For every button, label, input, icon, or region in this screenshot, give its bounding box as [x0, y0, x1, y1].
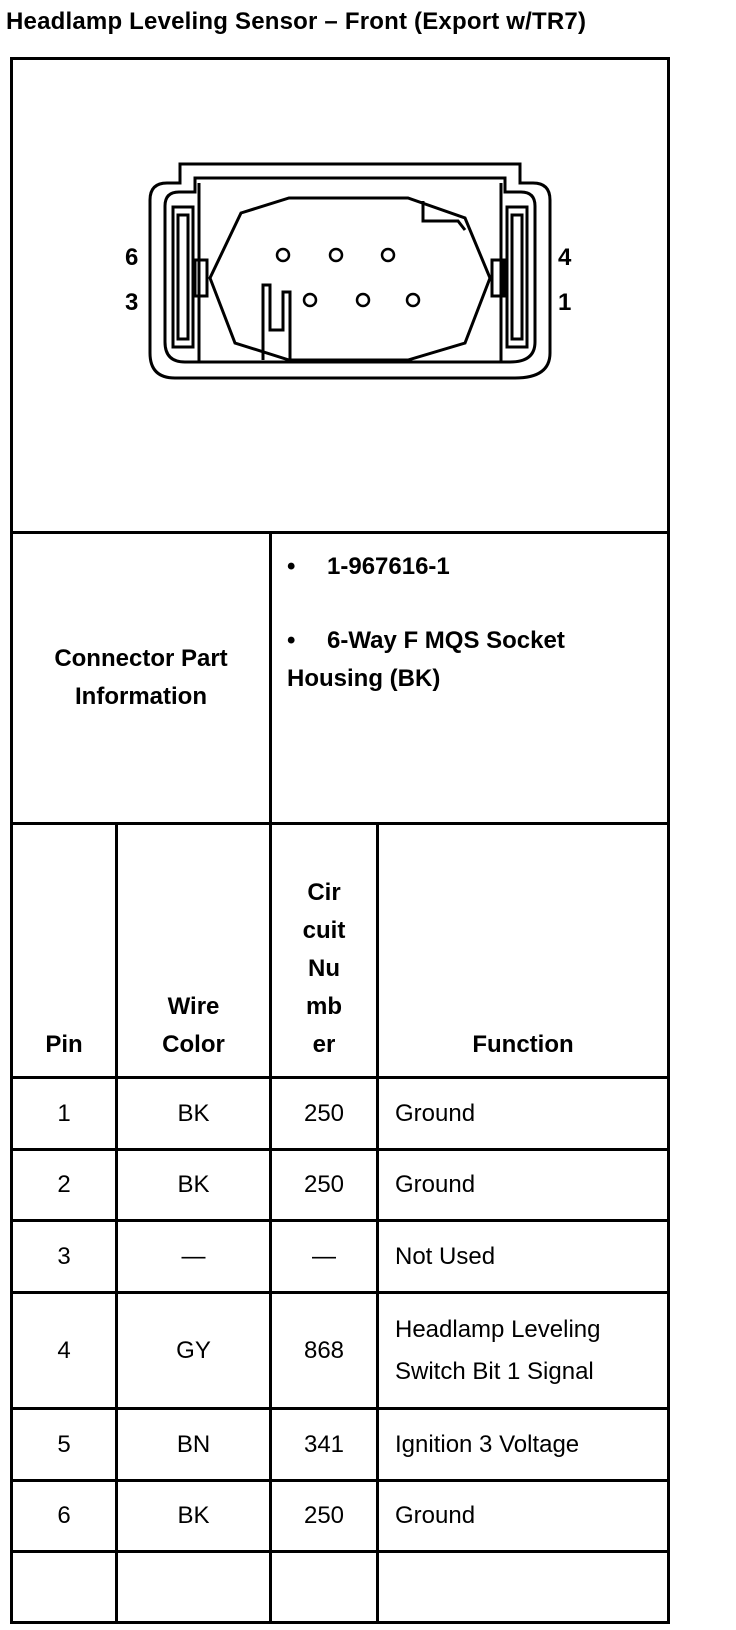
header-wire-color: [118, 825, 269, 1076]
table-cell-function: [379, 1482, 667, 1550]
wire-value: BK: [177, 1099, 210, 1127]
wire-value: —: [181, 1242, 206, 1270]
connector-face-drawing: [13, 60, 667, 533]
wire-value: BK: [177, 1502, 210, 1529]
table-cell-pin: [13, 1222, 115, 1291]
bullet-icon: •: [287, 627, 296, 654]
header-wire-color-text: [162, 988, 225, 1064]
table-cell-wire: [118, 1294, 269, 1407]
pin-value: 2: [57, 1171, 71, 1198]
function-line: Headlamp Leveling: [395, 1315, 601, 1343]
table-cell-wire: [118, 1079, 269, 1148]
header-circuit-number: [272, 825, 376, 1076]
pin-label-3: 3: [125, 289, 139, 316]
pin-label-6: 6: [125, 244, 139, 271]
header-circuit-number-text: [303, 874, 346, 1064]
circuit-value: 868: [303, 1336, 345, 1364]
function-value: Not Used: [395, 1242, 496, 1270]
table-cell-function: [379, 1151, 667, 1219]
table-cell-wire: [118, 1151, 269, 1219]
circuit-value: 341: [303, 1430, 345, 1458]
table-cell-function: [379, 1410, 667, 1479]
divider: [10, 1621, 670, 1624]
circuit-value: 250: [303, 1502, 345, 1529]
header-circuit-part: Nu: [307, 955, 340, 982]
pin-value: 3: [57, 1242, 71, 1270]
table-cell-wire: [118, 1222, 269, 1291]
header-circuit-part: mb: [305, 993, 342, 1020]
header-wire-text: Wire: [167, 993, 220, 1020]
table-cell-circuit: [272, 1079, 376, 1148]
table-cell-wire: [118, 1410, 269, 1479]
table-cell-circuit: [272, 1151, 376, 1219]
pin-label-1: 1: [558, 289, 572, 316]
table-cell-function: [379, 1294, 667, 1407]
wire-value: GY: [176, 1336, 211, 1364]
table-cell-circuit: [272, 1410, 376, 1479]
wire-value: BN: [176, 1430, 211, 1458]
wire-value: BK: [177, 1171, 210, 1198]
bullet-icon: •: [287, 553, 296, 580]
part-number-item: [287, 548, 450, 586]
table-cell-circuit: [272, 1482, 376, 1550]
header-pin: [13, 825, 115, 1076]
page-title: Headlamp Leveling Sensor – Front (Export w/TR7): [6, 8, 587, 35]
circuit-value: —: [312, 1242, 336, 1270]
table-cell-circuit: [272, 1294, 376, 1407]
function-value: [395, 1309, 600, 1393]
table-cell-pin: [13, 1079, 115, 1148]
divider: [10, 1550, 670, 1553]
function-value: Ground: [395, 1171, 476, 1198]
connector-info-label: [13, 534, 269, 822]
table-cell-pin: [13, 1482, 115, 1550]
table-cell-pin: [13, 1410, 115, 1479]
pin-value: 4: [57, 1336, 71, 1364]
header-circuit-part: Cir: [307, 879, 341, 906]
pin-label-4: 4: [558, 244, 572, 271]
table-cell-function: [379, 1079, 667, 1148]
header-circuit-part: er: [312, 1031, 336, 1058]
housing-line-2: Housing (BK): [287, 665, 441, 692]
header-circuit-part: cuit: [302, 917, 346, 944]
function-value: Ground: [395, 1099, 476, 1127]
header-color-text: Color: [162, 1031, 225, 1058]
header-function: [379, 825, 667, 1076]
header-function-text: Function: [472, 1031, 574, 1058]
table-cell-function: [379, 1222, 667, 1291]
table-cell-pin: [13, 1294, 115, 1407]
table-cell-pin: [13, 1151, 115, 1219]
connector-diagram: [13, 60, 667, 533]
table-cell-circuit: [272, 1222, 376, 1291]
circuit-value: 250: [303, 1171, 345, 1198]
pin-value: 5: [57, 1430, 71, 1458]
function-value: Ignition 3 Voltage: [395, 1430, 580, 1458]
table-cell-wire: [118, 1482, 269, 1550]
housing-item: [287, 622, 565, 660]
function-line: Switch Bit 1 Signal: [395, 1357, 594, 1385]
housing-line-1: 6-Way F MQS Socket: [327, 627, 565, 654]
header-pin-text: Pin: [45, 1031, 83, 1058]
pin-value: 6: [57, 1502, 71, 1529]
pin-value: 1: [57, 1099, 71, 1127]
circuit-value: 250: [303, 1099, 345, 1127]
housing-item-continued: [287, 660, 440, 698]
part-number: 1-967616-1: [327, 553, 450, 580]
connector-info-label-text: Connector Part Information: [54, 645, 228, 710]
function-value: Ground: [395, 1502, 476, 1529]
